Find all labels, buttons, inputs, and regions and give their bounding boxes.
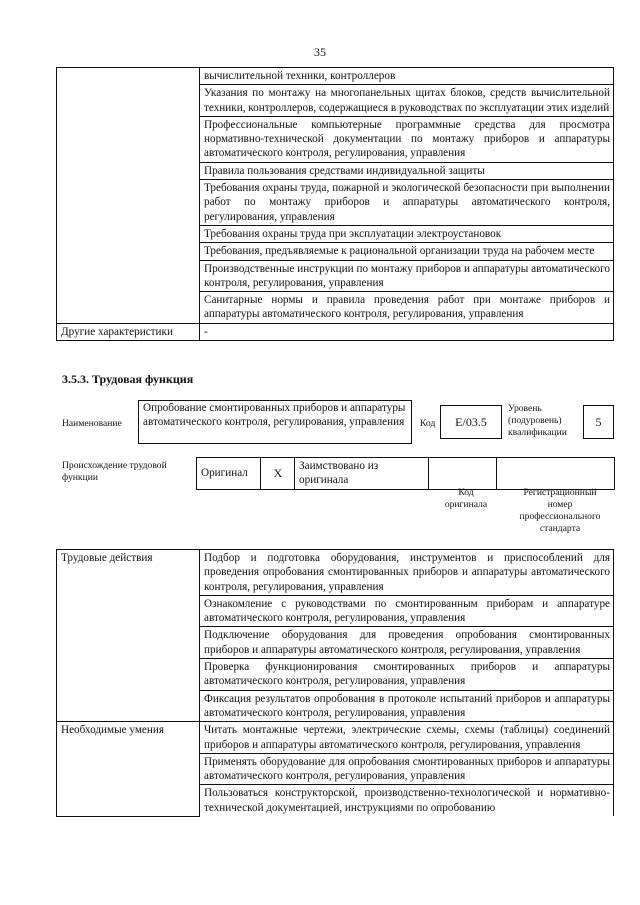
section-title: 3.5.3. Трудовая функция [62,372,194,386]
knowledge-item: Указания по монтажу на многопанельных щитах блоков, средств вычислительной техники, контроллеров, содержащиеся в руководствах по эксплуатации этих изделий [200,85,614,117]
level-label: Уровень (подуровень) квалификации [508,403,567,438]
action-item: Ознакомление с руководствами по смонтированным приборам и аппаратуре автоматического контроля, регулирования, управления [200,595,614,627]
level-box [583,405,614,439]
knowledge-item: Требования охраны труда, пожарной и экологической безопасности при выполнении работ по монтажу приборов и аппаратуры автоматического контроля, регулирования, управления [200,180,614,226]
knowledge-label-cell [57,68,200,324]
original-code-cell [429,458,497,490]
action-item: Фиксация результатов опробования в протоколе испытаний приборов и аппаратуры автоматического контроля, регулирования, управления [200,690,614,722]
knowledge-item: Правила пользования средствами индивидуальной защиты [200,162,614,179]
code-label: Код [420,418,436,429]
name-label: Наименование [62,418,122,429]
knowledge-item: вычислительной техники, контроллеров [200,68,614,85]
origin-table [196,457,615,490]
origin-label: Происхождение трудовой функции [62,460,167,483]
action-item: Подключение оборудования для проведения опробования смонтированных приборов и аппаратуры автоматического контроля, регулирования, управления [200,627,614,659]
skill-item: Применять оборудование для опробования смонтированных приборов и аппаратуры автоматического контроля, регулирования, управления [200,753,614,785]
registration-number-cell [497,458,615,490]
qualification-level: 5 [595,414,602,429]
page-number: 35 [314,45,326,59]
skill-item: Читать монтажные чертежи, электрические схемы, схемы (таблицы) соединений приборов и аппаратуры автоматического контроля, регулирования, управления [200,722,614,754]
other-characteristics-value: - [200,323,614,340]
skills-label: Необходимые умения [57,722,200,816]
other-characteristics-label: Другие характеристики [57,323,200,340]
skill-item: Пользоваться конструкторской, производственно-технологической и нормативно-технической документацией, инструкциями по опробованию [200,785,614,816]
knowledge-item: Требования, предъявляемые к рациональной организации труда на рабочем месте [200,243,614,260]
function-name: Опробование смонтированных приборов и аппаратуры автоматического контроля, регулирования, управления [143,402,406,428]
registration-caption: Регистрационный номер профессионального стандарта [519,487,601,534]
original-label: Оригинал [197,458,261,490]
borrowed-label: Заимствовано из оригинала [295,458,429,490]
function-code: E/03.5 [455,414,487,429]
knowledge-item: Санитарные нормы и правила проведения работ при монтаже приборов и аппаратуры автоматического контроля, регулирования, управления [200,292,614,324]
action-item: Подбор и подготовка оборудования, инструментов и приспособлений для проведения опробования смонтированных приборов и аппаратуры автоматического контроля, регулирования, управления [200,550,614,596]
original-mark: X [261,458,295,490]
function-name-box [138,400,412,444]
action-item: Проверка функционирования смонтированных приборов и аппаратуры автоматического контроля, регулирования, управления [200,659,614,691]
knowledge-item: Профессиональные компьютерные программные средства для просмотра нормативно-технической документации по монтажу приборов и аппаратуры автоматического контроля, регулирования, управления [200,116,614,162]
code-caption: Код оригинала [444,487,488,510]
knowledge-item: Производственные инструкции по монтажу приборов и аппаратуры автоматического контроля, регулирования, управления [200,260,614,292]
knowledge-table [56,67,614,341]
knowledge-item: Требования охраны труда при эксплуатации электроустановок [200,225,614,242]
actions-label: Трудовые действия [57,550,200,722]
function-details-table [56,549,614,817]
code-box [440,405,502,439]
